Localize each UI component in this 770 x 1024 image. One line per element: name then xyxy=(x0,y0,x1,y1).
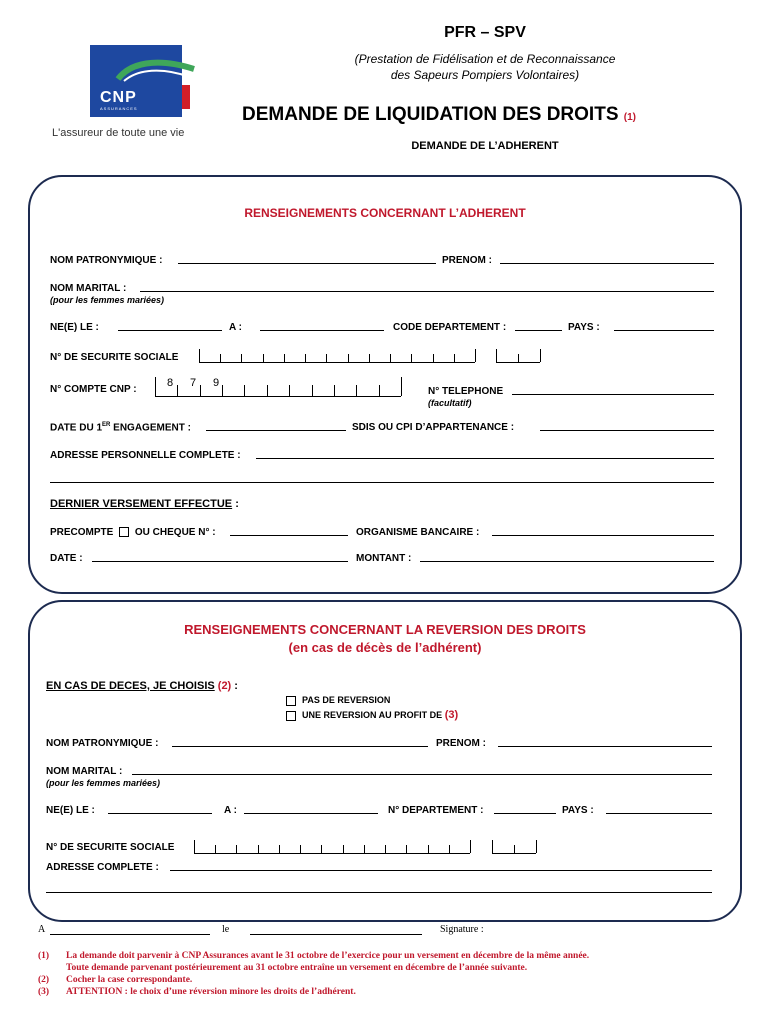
main-title xyxy=(242,104,636,126)
cell-divider xyxy=(449,845,450,853)
s1-securite-sociale-label: N° DE SECURITE SOCIALE xyxy=(50,352,179,363)
cell-divider xyxy=(326,354,327,362)
cell-divider xyxy=(194,840,195,853)
s1-securite-sociale-key[interactable] xyxy=(496,350,540,363)
signature-le-field[interactable] xyxy=(250,934,422,935)
s1-date-engagement-field[interactable] xyxy=(206,430,346,431)
s2-option-reversion-profit[interactable] xyxy=(286,709,458,721)
s2-adresse-label: ADRESSE COMPLETE : xyxy=(46,862,159,873)
s2-nom-marital-field[interactable] xyxy=(132,774,712,775)
s2-a-label: A : xyxy=(224,805,237,816)
s2-prenom-label: PRENOM : xyxy=(436,738,486,749)
cell-divider xyxy=(428,845,429,853)
cell-divider xyxy=(514,845,515,853)
s2-choix-row xyxy=(46,680,238,692)
cell-divider xyxy=(267,385,268,396)
cell-divider xyxy=(279,845,280,853)
s2-securite-sociale-key[interactable] xyxy=(492,841,536,854)
s1-ne-le-label: NE(E) LE : xyxy=(50,322,99,333)
logo-sub: ASSURANCES xyxy=(100,106,138,111)
s1-date-label: DATE : xyxy=(50,553,83,564)
s1-organisme-field[interactable] xyxy=(492,535,714,536)
s2-option2-note: (3) xyxy=(444,709,459,721)
s1-a-field[interactable] xyxy=(260,330,384,331)
pas-de-reversion-checkbox[interactable] xyxy=(286,696,296,706)
s1-ou-cheque-label: OU CHEQUE N° : xyxy=(134,527,216,538)
s1-telephone-note: (facultatif) xyxy=(428,398,472,408)
section-reversion-heading-1: RENSEIGNEMENTS CONCERNANT LA REVERSION DES DROITS xyxy=(184,622,586,637)
s2-pays-field[interactable] xyxy=(606,813,712,814)
cell-divider xyxy=(364,845,365,853)
s1-pays-field[interactable] xyxy=(614,330,714,331)
s1-date-engagement-label xyxy=(50,422,191,433)
s1-ne-le-field[interactable] xyxy=(118,330,222,331)
sub-title: DEMANDE DE L’ADHERENT xyxy=(411,140,559,152)
precompte-checkbox[interactable] xyxy=(119,527,129,537)
footnote xyxy=(38,974,738,986)
s1-adresse-label: ADRESSE PERSONNELLE COMPLETE : xyxy=(50,450,241,461)
signature-le-label: le xyxy=(222,924,230,935)
footnote-number: (2) xyxy=(38,975,50,985)
cell-divider xyxy=(536,840,537,853)
s1-telephone-field[interactable] xyxy=(512,394,714,395)
s1-prenom-field[interactable] xyxy=(500,263,714,264)
s2-prenom-field[interactable] xyxy=(498,746,712,747)
main-title-text: DEMANDE DE LIQUIDATION DES DROITS xyxy=(242,104,619,125)
cell-divider xyxy=(263,354,264,362)
s2-securite-sociale-boxes[interactable] xyxy=(194,841,470,854)
s2-option2-label: UNE REVERSION AU PROFIT DE xyxy=(302,710,443,720)
cell-divider xyxy=(321,845,322,853)
s1-adresse-field-2[interactable] xyxy=(50,482,714,483)
cell-divider xyxy=(433,354,434,362)
signature-label: Signature : xyxy=(440,924,484,935)
s2-adresse-field-2[interactable] xyxy=(46,892,712,893)
cell-divider xyxy=(200,385,201,396)
cell-divider xyxy=(258,845,259,853)
s1-nom-patronymique-label: NOM PATRONYMIQUE : xyxy=(50,255,163,266)
header-subtitle-2: des Sapeurs Pompiers Volontaires) xyxy=(390,68,580,82)
cell-divider xyxy=(220,354,221,362)
cell-divider xyxy=(496,349,497,362)
s1-date-engagement-sup: ER xyxy=(102,422,111,428)
s2-departement-field[interactable] xyxy=(494,813,556,814)
s2-choix-colon: : xyxy=(231,680,238,692)
s1-sdis-field[interactable] xyxy=(540,430,714,431)
header-subtitle-1: (Prestation de Fidélisation et de Reconnaissance xyxy=(354,52,616,66)
cell-divider xyxy=(401,377,402,396)
logo-tagline: L'assureur de toute une vie xyxy=(52,127,185,139)
cell-divider xyxy=(289,385,290,396)
cell-divider xyxy=(518,354,519,362)
s2-option-pas-de-reversion[interactable] xyxy=(286,695,390,706)
footnote-number: (1) xyxy=(38,951,50,961)
cell-divider xyxy=(236,845,237,853)
compte-digit: 7 xyxy=(190,377,197,389)
reversion-profit-checkbox[interactable] xyxy=(286,711,296,721)
footnote xyxy=(38,962,738,974)
cell-divider xyxy=(222,385,223,396)
cnp-logo xyxy=(90,45,200,117)
s1-date-engagement-post: ENGAGEMENT : xyxy=(110,422,191,434)
footnote-number: (3) xyxy=(38,987,50,997)
s1-a-label: A : xyxy=(229,322,242,333)
signature-a-field[interactable] xyxy=(50,934,210,935)
cell-divider xyxy=(312,385,313,396)
logo-brand: CNP xyxy=(100,89,137,106)
header-title: PFR – SPV xyxy=(444,24,526,41)
s1-telephone-label: N° TELEPHONE xyxy=(428,386,504,397)
cell-divider xyxy=(379,385,380,396)
footnote xyxy=(38,950,738,962)
cell-divider xyxy=(454,354,455,362)
cell-divider xyxy=(470,840,471,853)
s1-adresse-field[interactable] xyxy=(256,458,714,459)
footnotes xyxy=(38,950,738,998)
compte-digit: 8 xyxy=(167,377,174,389)
s2-option1-label: PAS DE REVERSION xyxy=(302,695,391,705)
s2-ne-le-field[interactable] xyxy=(108,813,212,814)
s1-precompte-row xyxy=(50,527,216,538)
cell-divider xyxy=(348,354,349,362)
s2-securite-sociale-label: N° DE SECURITE SOCIALE xyxy=(46,842,175,853)
s1-code-departement-label: CODE DEPARTEMENT : xyxy=(393,322,507,333)
s1-sdis-label: SDIS OU CPI D’APPARTENANCE : xyxy=(352,422,515,433)
section-reversion-heading-2: (en cas de décès de l’adhérent) xyxy=(288,640,482,655)
s1-dernier-versement-label: DERNIER VERSEMENT EFFECTUE xyxy=(50,498,233,510)
cell-divider xyxy=(385,845,386,853)
cell-divider xyxy=(199,349,200,362)
cell-divider xyxy=(492,840,493,853)
s2-departement-label: N° DEPARTEMENT : xyxy=(388,805,484,816)
s1-precompte-label: PRECOMPTE xyxy=(50,527,114,538)
cell-divider xyxy=(406,845,407,853)
s1-code-departement-field[interactable] xyxy=(515,330,562,331)
cell-divider xyxy=(300,845,301,853)
s1-montant-label: MONTANT : xyxy=(356,553,412,564)
cell-divider xyxy=(343,845,344,853)
section-adherent-heading: RENSEIGNEMENTS CONCERNANT L’ADHERENT xyxy=(244,206,526,220)
s2-ne-le-label: NE(E) LE : xyxy=(46,805,95,816)
cell-divider xyxy=(215,845,216,853)
s1-dernier-versement xyxy=(50,498,239,510)
cell-divider xyxy=(155,377,156,396)
footnote-text: Cocher la case correspondante. xyxy=(66,975,193,985)
cell-divider xyxy=(369,354,370,362)
cell-divider xyxy=(390,354,391,362)
s1-pays-label: PAYS : xyxy=(568,322,600,333)
s1-securite-sociale-boxes[interactable] xyxy=(199,350,475,363)
s2-a-field[interactable] xyxy=(244,813,378,814)
s1-prenom-label: PRENOM : xyxy=(442,255,492,266)
cell-divider xyxy=(411,354,412,362)
cell-divider xyxy=(334,385,335,396)
footnote-text: ATTENTION : le choix d’une réversion minore les droits de l’adhérent. xyxy=(66,987,356,997)
s1-nom-marital-field[interactable] xyxy=(140,291,714,292)
s2-adresse-field[interactable] xyxy=(170,870,712,871)
s1-montant-field[interactable] xyxy=(420,561,714,562)
s1-nom-marital-note: (pour les femmes mariées) xyxy=(50,295,165,305)
s2-nom-patronymique-label: NOM PATRONYMIQUE : xyxy=(46,738,159,749)
s2-nom-marital-label: NOM MARITAL : xyxy=(46,766,123,777)
s1-cheque-field[interactable] xyxy=(230,535,348,536)
s1-organisme-label: ORGANISME BANCAIRE : xyxy=(356,527,480,538)
s2-nom-patronymique-field[interactable] xyxy=(172,746,428,747)
main-title-note: (1) xyxy=(623,112,637,123)
s2-pays-label: PAYS : xyxy=(562,805,594,816)
s1-dernier-versement-colon: : xyxy=(232,498,239,510)
s1-date-engagement-pre: DATE DU 1 xyxy=(50,422,103,434)
cell-divider xyxy=(177,385,178,396)
cell-divider xyxy=(284,354,285,362)
cell-divider xyxy=(540,349,541,362)
cell-divider xyxy=(356,385,357,396)
s2-choix-note: (2) xyxy=(217,680,232,692)
s1-date-field[interactable] xyxy=(92,561,348,562)
footnote xyxy=(38,986,738,998)
footnote-text: La demande doit parvenir à CNP Assurances avant le 31 octobre de l’exercice pour un versement en décembre de la même année. xyxy=(66,951,590,961)
compte-digit: 9 xyxy=(213,377,220,389)
s1-nom-patronymique-field[interactable] xyxy=(178,263,436,264)
cell-divider xyxy=(475,349,476,362)
cell-divider xyxy=(305,354,306,362)
signature-a-label: A xyxy=(38,924,46,935)
s1-nom-marital-label: NOM MARITAL : xyxy=(50,283,127,294)
s1-compte-cnp-label: N° COMPTE CNP : xyxy=(50,384,137,395)
s2-nom-marital-note: (pour les femmes mariées) xyxy=(46,778,161,788)
footnote-text: Toute demande parvenant postérieurement au 31 octobre entraîne un versement en décembre de l’année suivante. xyxy=(66,963,528,973)
s2-choix-label: EN CAS DE DECES, JE CHOISIS xyxy=(46,680,215,692)
cell-divider xyxy=(244,385,245,396)
cell-divider xyxy=(241,354,242,362)
